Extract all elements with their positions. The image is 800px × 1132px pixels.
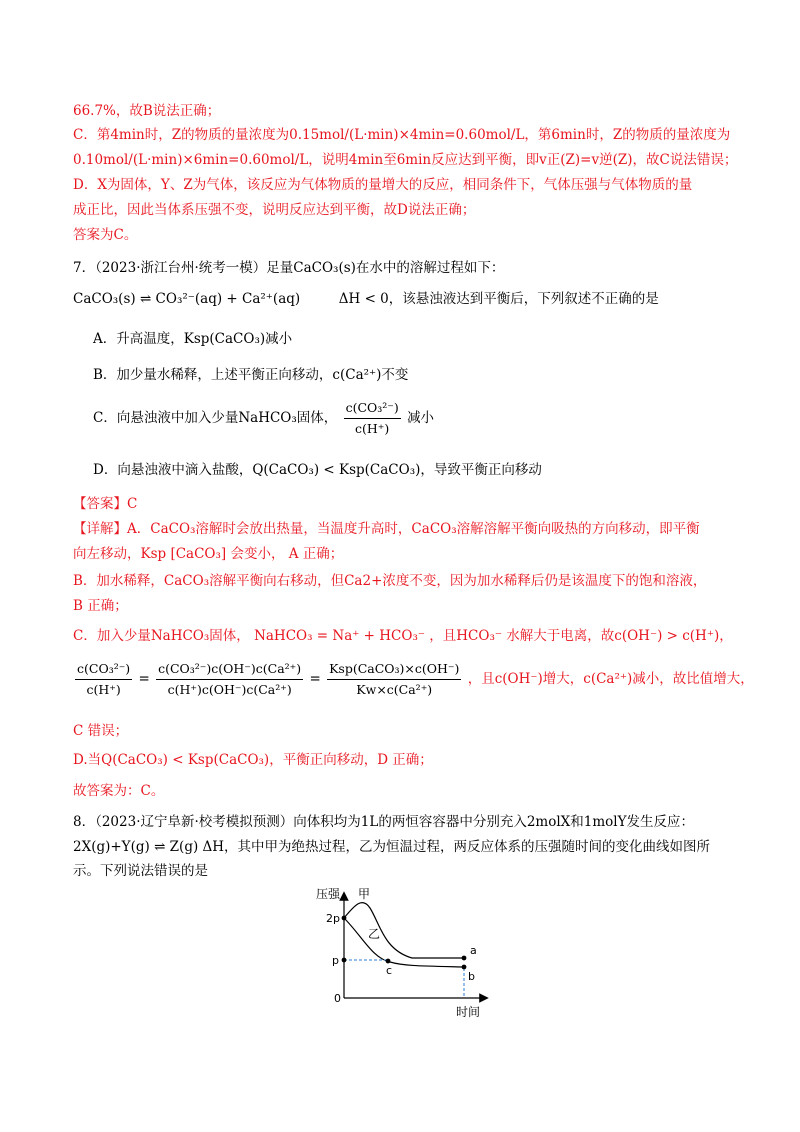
x-axis-label: 时间 (456, 1005, 481, 1019)
origin-label: 0 (334, 992, 341, 1005)
ratio-fraction-3 (327, 660, 461, 699)
q7-answer: 【答案】C (73, 496, 138, 512)
fraction-numerator: c(CO₃²⁻) (344, 399, 401, 419)
ratio-fraction-2 (156, 660, 303, 699)
point-a (462, 956, 467, 961)
q7-detail-1: 【详解】A．CaCO₃溶解时会放出热量，当温度升高时，CaCO₃溶解溶解平衡向吸热的方向移动，即平衡 (73, 521, 700, 537)
q7-detail-7: D.当Q(CaCO₃) < Ksp(CaCO₃)，平衡正向移动，D 正确； (73, 752, 433, 768)
tick-2p: 2p (326, 912, 340, 925)
q7-final-answer: 故答案为：C。 (73, 783, 165, 799)
start-point (342, 916, 347, 921)
point-c (386, 959, 391, 964)
q8-stem-1: 8．（2023·辽宁阜新·校考模拟预测）向体积均为1L的两恒容容器中分别充入2molX和1molY发生反应： (73, 814, 695, 830)
q7-detail-2: 向左移动，Ksp [CaCO₃] 会变小， A 正确； (73, 546, 344, 562)
fraction-denominator: c(H⁺) (355, 421, 390, 436)
q7-option-a: A．升高温度，Ksp(CaCO₃)减小 (93, 331, 293, 347)
q7-detail-6: C 错误； (73, 723, 129, 739)
q7-detail-3: B．加水稀释，CaCO₃溶解平衡向右移动，但Ca2+浓度不变，因为加水稀释后仍是该温度下的饱和溶液， (73, 573, 707, 589)
q7-equation-row (73, 290, 659, 308)
q6-tail-line-3: 0.10mol/(L·min)×6min=0.60mol/L，说明4min至6min反应达到平衡，即v正(Z)=v逆(Z)，故C说法错误； (73, 152, 738, 168)
curve-jia (344, 903, 464, 958)
q6-tail-line-5: 成正比，因此当体系压强不变，说明反应达到平衡，故D说法正确； (73, 202, 476, 218)
curve-yi-label: 乙 (368, 927, 381, 941)
q7-fraction-conclusion: ，且c(OH⁻)增大，c(Ca²⁺)减小，故比值增大， (467, 671, 754, 687)
q6-tail-line-4: D．X为固体，Y、Z为气体，该反应为气体物质的量增大的反应，相同条件下，气体压强与气体物质的量 (73, 177, 693, 193)
fraction-denominator: Kw×c(Ca²⁺) (356, 682, 433, 697)
q6-tail-line-2: C．第4min时，Z的物质的量浓度为0.15mol/(L·min)×4min=0.60mol/L，第6min时，Z的物质的量浓度为 (73, 127, 731, 143)
point-b (462, 965, 467, 970)
q8-stem-2: 2X(g)+Y(g) ⇌ Z(g) ΔH，其中甲为绝热过程，乙为恒温过程，两反应体系的压强随时间的变化曲线如图所 (73, 839, 711, 855)
q7-option-c (93, 399, 434, 438)
q7-detail-4: B 正确； (73, 598, 128, 614)
fraction-numerator: c(CO₃²⁻)c(OH⁻)c(Ca²⁺) (156, 660, 303, 680)
curve-jia-label: 甲 (358, 887, 371, 901)
fraction-numerator: Ksp(CaCO₃)×c(OH⁻) (327, 660, 461, 680)
point-c-label: c (386, 964, 393, 977)
q7-option-c-fraction (344, 399, 401, 438)
point-p (342, 958, 347, 963)
q7-option-c-tail: 减小 (407, 410, 435, 426)
fraction-numerator: c(CO₃²⁻) (75, 660, 132, 680)
q7-equation: CaCO₃(s) ⇌ CO₃²⁻(aq) + Ca²⁺(aq) (73, 291, 301, 307)
q7-detail-5: C．加入少量NaHCO₃固体， NaHCO₃ = Na⁺ + HCO₃⁻ ，且HCO₃⁻ 水解大于电离，故c(OH⁻) > c(H⁺)， (73, 628, 733, 644)
equals-sign: = (309, 671, 321, 687)
fraction-denominator: c(H⁺) (86, 682, 121, 697)
y-axis-label: 压强 (316, 887, 341, 901)
q7-option-c-text: C．向悬浊液中加入少量NaHCO₃固体， (93, 410, 338, 426)
q7-fraction-row (73, 660, 754, 699)
q6-answer: 答案为C。 (73, 227, 138, 243)
q8-stem-3: 示。下列说法错误的是 (73, 863, 208, 879)
q7-stem: 7．（2023·浙江台州·统考一模）足量CaCO₃(s)在水中的溶解过程如下： (73, 260, 505, 276)
equals-sign: = (138, 671, 150, 687)
q7-option-d: D．向悬浊液中滴入盐酸，Q(CaCO₃) < Ksp(CaCO₃)，导致平衡正向移动 (93, 462, 542, 478)
ratio-fraction-1 (75, 660, 132, 699)
pressure-time-graph (300, 880, 500, 1020)
point-b-label: b (468, 970, 475, 983)
fraction-denominator: c(H⁺)c(OH⁻)c(Ca²⁺) (167, 682, 292, 697)
tick-p: p (332, 954, 339, 967)
q7-option-b: B．加少量水稀释，上述平衡正向移动，c(Ca²⁺)不变 (93, 367, 409, 383)
point-a-label: a (470, 944, 477, 957)
q7-delta-h: ΔH < 0，该悬浊液达到平衡后，下列叙述不正确的是 (338, 291, 659, 307)
q6-tail-line-1: 66.7%，故B说法正确； (73, 103, 221, 119)
